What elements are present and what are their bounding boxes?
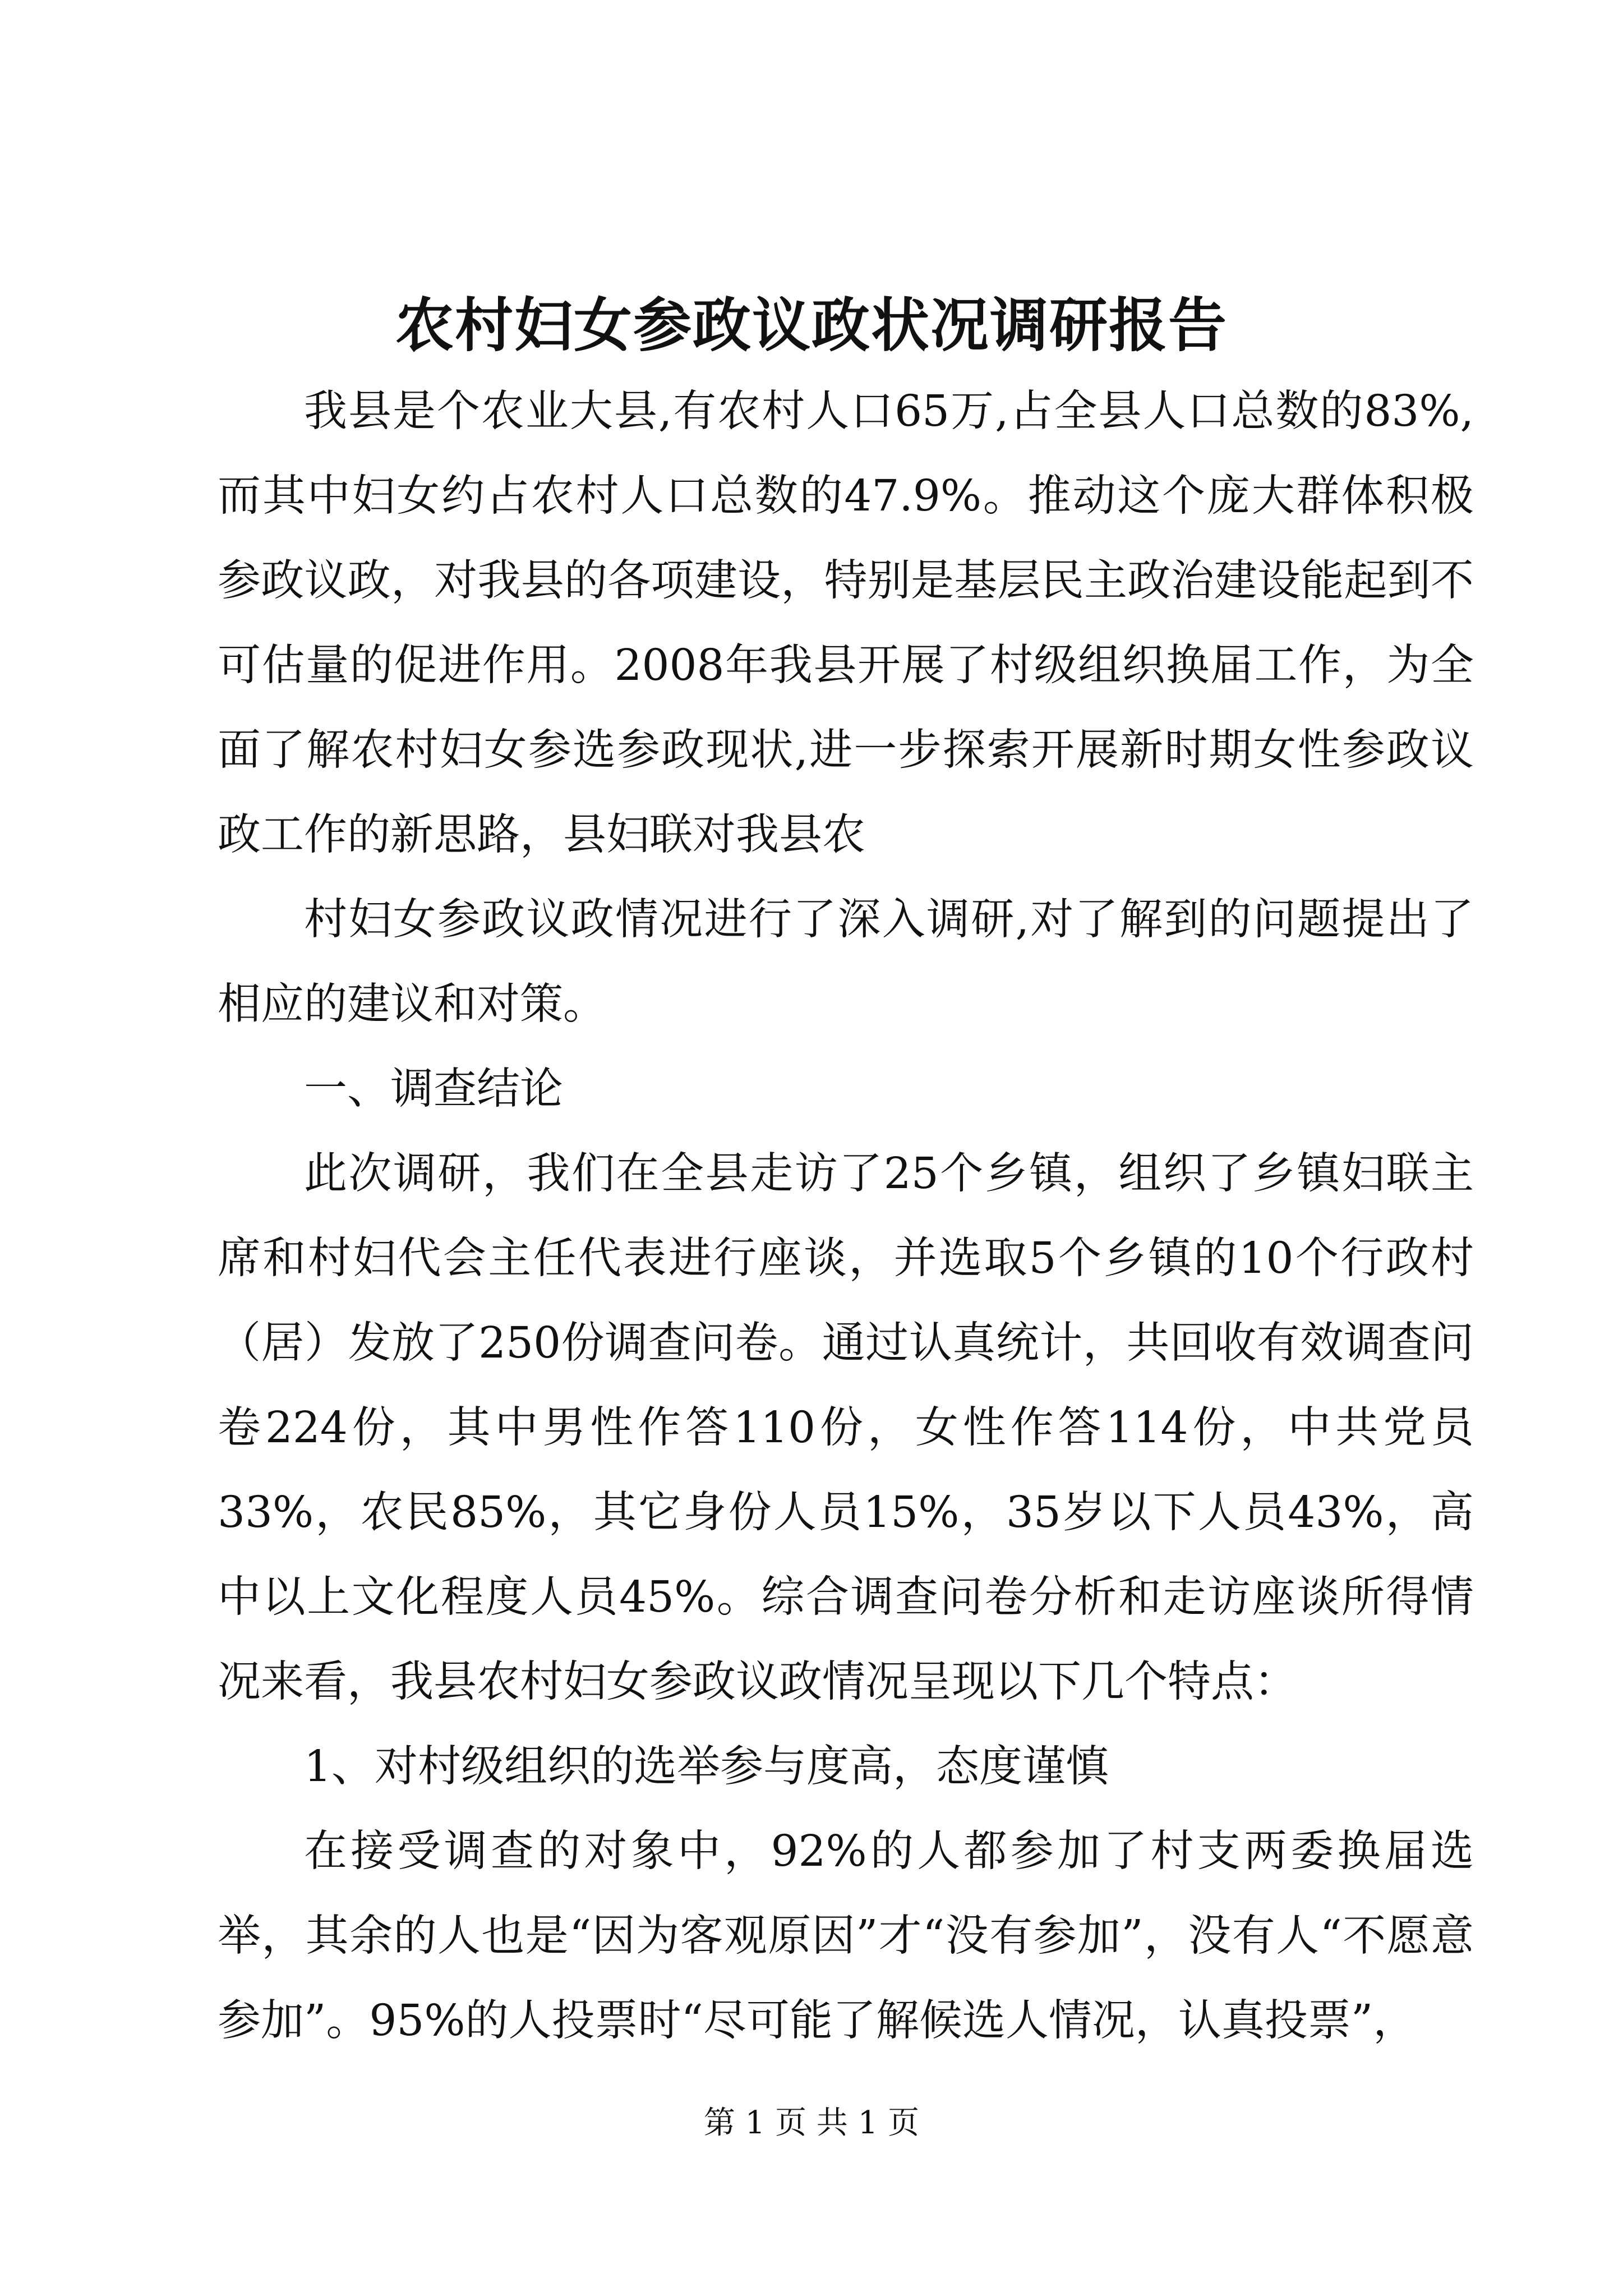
paragraph-election-findings: 在接受调查的对象中，92%的人都参加了村支两委换届选举，其余的人也是“因为客观原因”才“没有参加”，没有人“不愿意参加”。95%的人投票时“尽可能了解候选人情况，认真投票”，	[218, 1826, 1474, 2046]
paragraph-intro: 我县是个农业大县,有农村人口65万,占全县人口总数的83%,而其中妇女约占农村人口总数的47.9%。推动这个庞大群体积极参政议政，对我县的各项建设，特别是基层民主政治建设能起到不可估量的促进作用。2008年我县开展了村级组织换届工作，为全面了解农村妇女参选参政现状,进一步探索开展新时期女性参政议政工作的新思路，县妇联对我县农	[218, 386, 1474, 860]
paragraph-survey-method: 此次调研，我们在全县走访了25个乡镇，组织了乡镇妇联主席和村妇代会主任代表进行座谈，并选取5个乡镇的10个行政村（居）发放了250份调查问卷。通过认真统计，共回收有效调查问卷224份，其中男性作答110份，女性作答114份，中共党员33%，农民85%，其它身份人员15%，35岁以下人员43%，高中以上文化程度人员45%。综合调查问卷分析和走访座谈所得情况来看，我县农村妇女参政议政情况呈现以下几个特点：	[218, 1149, 1474, 1707]
section-heading-survey-conclusion: 一、调查结论	[304, 1064, 563, 1114]
page-number-footer: 第 1 页 共 1 页	[703, 2105, 920, 2141]
document-body	[218, 369, 1474, 2063]
document-title: 农村妇女参政议政状况调研报告	[395, 291, 1228, 360]
subheading-election-participation: 1、对村级组织的选举参与度高，态度谨慎	[304, 1742, 1109, 1792]
paragraph-intro-continued: 村妇女参政议政情况进行了深入调研,对了解到的问题提出了相应的建议和对策。	[218, 895, 1474, 1029]
